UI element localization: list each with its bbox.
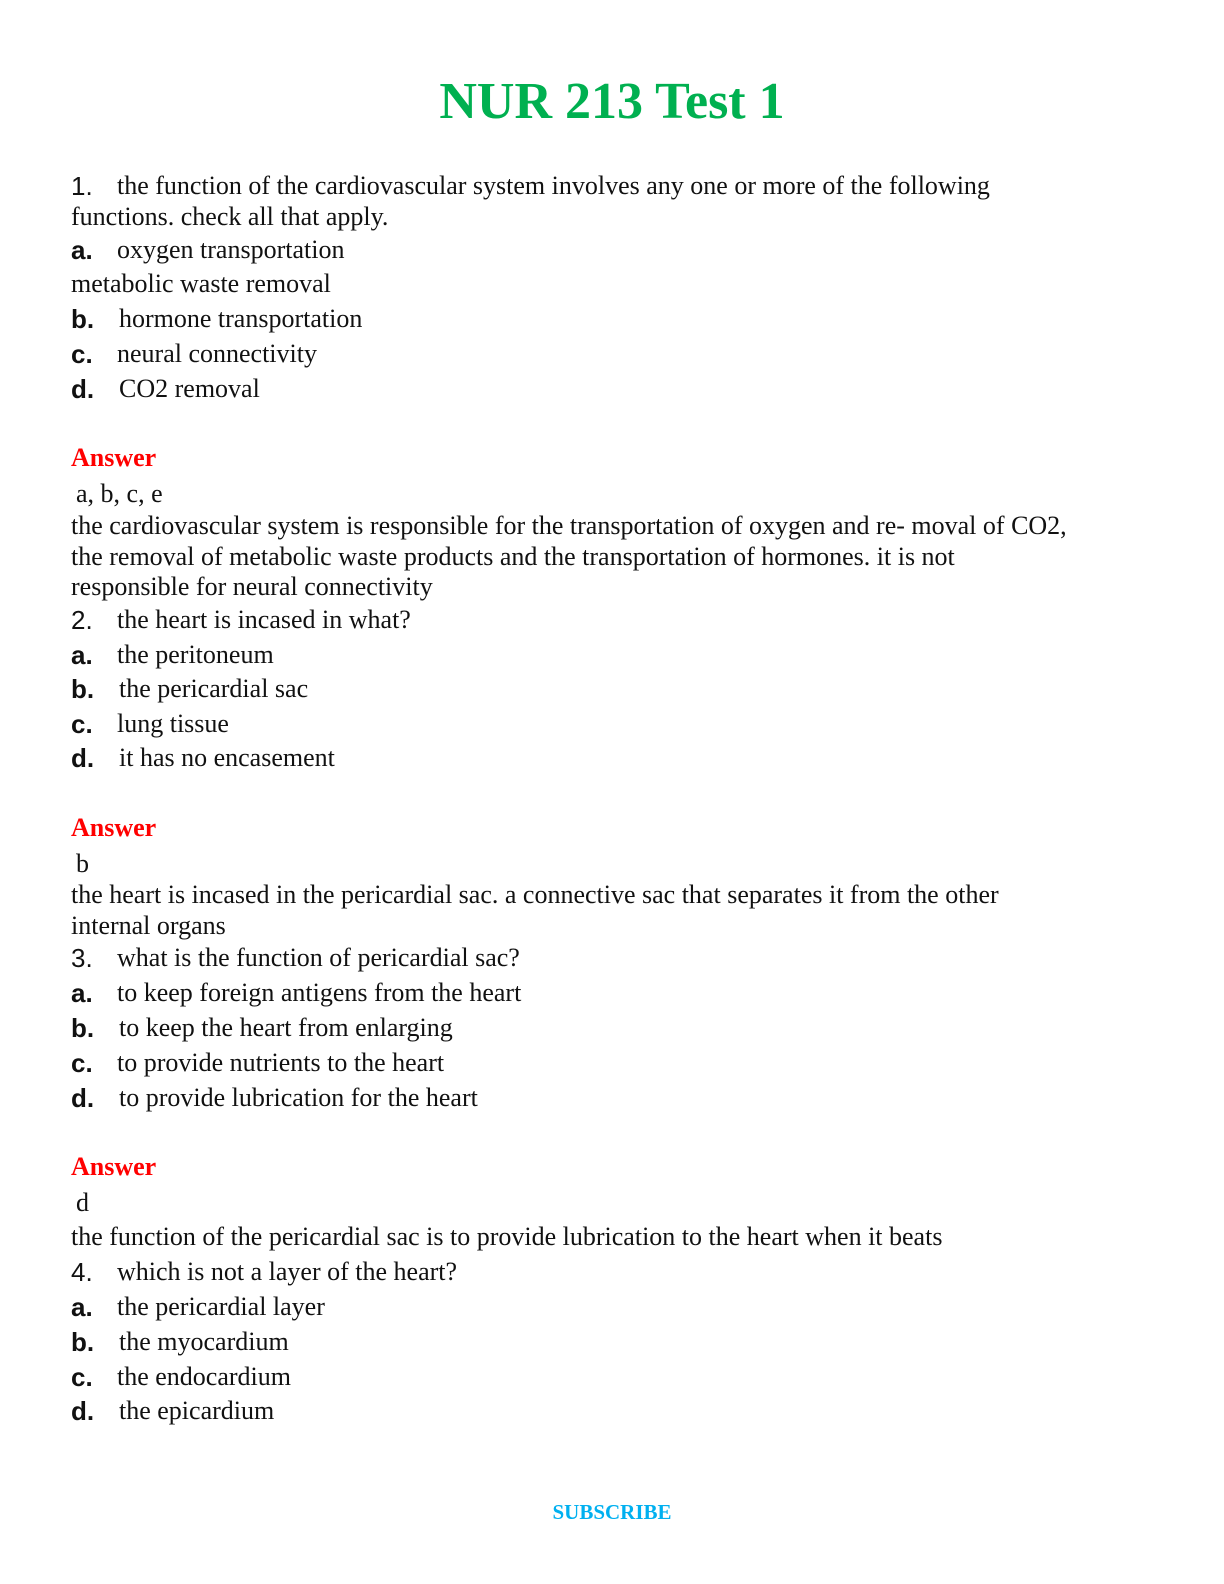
- question-stem: which is not a layer of the heart?: [117, 1257, 458, 1286]
- answer-explanation: internal organs: [71, 911, 226, 940]
- option-letter: d.: [71, 374, 95, 404]
- answer-label: Answer: [71, 813, 157, 842]
- option-text: metabolic waste removal: [71, 269, 331, 298]
- option-text: the pericardial layer: [117, 1292, 325, 1321]
- document-title: NUR 213 Test 1: [439, 73, 785, 130]
- option-text: hormone transportation: [119, 304, 363, 333]
- option-letter: b.: [71, 674, 95, 704]
- answer-label: Answer: [71, 1152, 157, 1181]
- option-letter: a.: [71, 1292, 93, 1322]
- option-text: oxygen transportation: [117, 235, 345, 264]
- question-number: 2.: [71, 605, 93, 635]
- option-text: to provide nutrients to the heart: [117, 1048, 445, 1077]
- option-letter: d.: [71, 1396, 95, 1426]
- option-text: the myocardium: [119, 1327, 289, 1356]
- option-letter: c.: [71, 709, 93, 739]
- question-stem: functions. check all that apply.: [71, 202, 389, 231]
- option-letter: a.: [71, 640, 93, 670]
- answer-value: b: [76, 849, 89, 878]
- option-letter: b.: [71, 1327, 95, 1357]
- answer-explanation: the heart is incased in the pericardial sac. a connective sac that separates it from the other: [71, 880, 999, 909]
- option-letter: c.: [71, 1048, 93, 1078]
- option-letter: b.: [71, 304, 95, 334]
- option-letter: a.: [71, 235, 93, 265]
- option-text: the endocardium: [117, 1362, 291, 1391]
- question-number: 1.: [71, 171, 93, 201]
- option-text: it has no encasement: [119, 743, 335, 772]
- option-text: to provide lubrication for the heart: [119, 1083, 478, 1112]
- option-letter: d.: [71, 743, 95, 773]
- answer-explanation: responsible for neural connectivity: [71, 572, 433, 601]
- question-stem: the function of the cardiovascular system involves any one or more of the following: [117, 171, 990, 200]
- option-letter: c.: [71, 1362, 93, 1392]
- question-stem: what is the function of pericardial sac?: [117, 943, 520, 972]
- option-letter: b.: [71, 1013, 95, 1043]
- answer-explanation: the function of the pericardial sac is to provide lubrication to the heart when it beats: [71, 1222, 943, 1251]
- question-number: 3.: [71, 943, 93, 973]
- subscribe-link[interactable]: SUBSCRIBE: [552, 1500, 672, 1524]
- option-text: CO2 removal: [119, 374, 260, 403]
- option-text: the peritoneum: [117, 640, 274, 669]
- answer-label: Answer: [71, 443, 157, 472]
- answer-explanation: the cardiovascular system is responsible for the transportation of oxygen and re- moval of CO2,: [71, 511, 1067, 540]
- question-stem: the heart is incased in what?: [117, 605, 411, 634]
- answer-explanation: the removal of metabolic waste products and the transportation of hormones. it is not: [71, 542, 955, 571]
- option-letter: a.: [71, 978, 93, 1008]
- answer-value: d: [76, 1188, 89, 1217]
- option-text: neural connectivity: [117, 339, 317, 368]
- option-text: to keep foreign antigens from the heart: [117, 978, 522, 1007]
- question-number: 4.: [71, 1257, 93, 1287]
- option-text: lung tissue: [117, 709, 229, 738]
- option-letter: c.: [71, 339, 93, 369]
- option-letter: d.: [71, 1083, 95, 1113]
- option-text: to keep the heart from enlarging: [119, 1013, 453, 1042]
- option-text: the pericardial sac: [119, 674, 309, 703]
- option-text: the epicardium: [119, 1396, 275, 1425]
- answer-value: a, b, c, e: [76, 479, 163, 508]
